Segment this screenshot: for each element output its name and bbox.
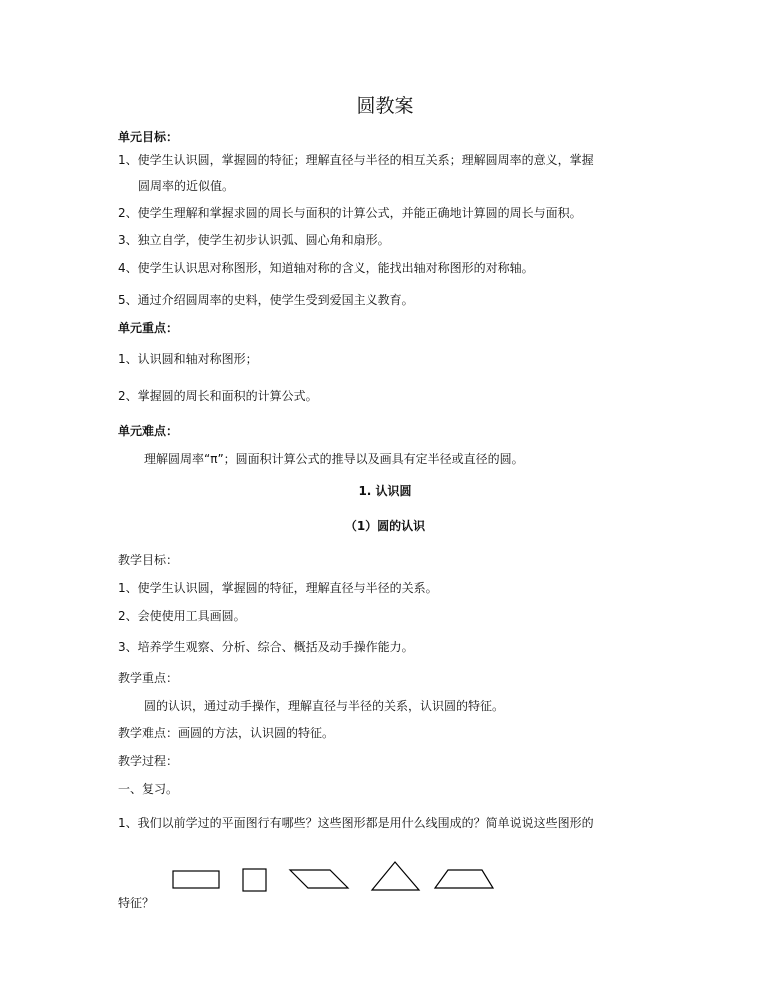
review-question-1-end: 特征？ xyxy=(118,896,155,910)
unit-goal-2: 2、使学生理解和掌握求圆的周长与面积的计算公式，并能正确地计算圆的周长与面积。 xyxy=(118,206,582,220)
lesson-goals-heading: 教学目标： xyxy=(118,553,179,567)
lesson-key-heading: 教学重点： xyxy=(118,671,179,685)
review-question-1: 1、我们以前学过的平面图行有哪些？这些图形都是用什么线围成的？简单说说这些图形的 xyxy=(118,816,594,830)
section-heading: 1. 认识圆 xyxy=(358,484,412,498)
lesson-goal-1: 1、使学生认识圆，掌握圆的特征，理解直径与半径的关系。 xyxy=(118,581,438,595)
unit-key-point-2: 2、掌握圆的周长和面积的计算公式。 xyxy=(118,389,318,403)
lesson-goal-2: 2、会使使用工具画圆。 xyxy=(118,609,246,623)
unit-key-point-1: 1、认识圆和轴对称图形； xyxy=(118,352,258,366)
unit-difficulty-heading: 单元难点： xyxy=(118,424,179,438)
trapezoid-icon xyxy=(435,870,493,888)
parallelogram-icon xyxy=(290,870,348,888)
unit-goal-5: 5、通过介绍圆周率的史料，使学生受到爱国主义教育。 xyxy=(118,293,414,307)
section-subheading: （1）圆的认识 xyxy=(344,519,426,533)
lesson-difficulty: 教学难点：画圆的方法，认识圆的特征。 xyxy=(118,726,335,740)
review-heading: 一、复习。 xyxy=(118,782,179,796)
unit-goals-heading: 单元目标： xyxy=(118,130,179,144)
unit-goal-4: 4、使学生认识思对称图形，知道轴对称的含义，能找出轴对称图形的对称轴。 xyxy=(118,261,534,275)
square-icon xyxy=(243,869,266,891)
unit-goal-3: 3、独立自学，使学生初步认识弧、圆心角和扇形。 xyxy=(118,233,390,247)
unit-key-heading: 单元重点： xyxy=(118,321,179,335)
lesson-goal-3: 3、培养学生观察、分析、综合、概括及动手操作能力。 xyxy=(118,640,414,654)
unit-goal-1: 1、使学生认识圆，掌握圆的特征；理解直径与半径的相互关系；理解圆周率的意义，掌握 xyxy=(118,153,594,167)
lesson-key-point: 圆的认识，通过动手操作，理解直径与半径的关系，认识圆的特征。 xyxy=(144,699,505,713)
page-title: 圆教案 xyxy=(356,95,414,117)
rectangle-icon xyxy=(173,871,219,888)
unit-difficulty-text: 理解圆周率“π”；圆面积计算公式的推导以及画具有定半径或直径的圆。 xyxy=(144,452,524,466)
plane-shapes-figure xyxy=(170,860,500,894)
triangle-icon xyxy=(372,862,419,890)
lesson-process-heading: 教学过程： xyxy=(118,754,179,768)
unit-goal-1-cont: 圆周率的近似值。 xyxy=(138,179,235,193)
